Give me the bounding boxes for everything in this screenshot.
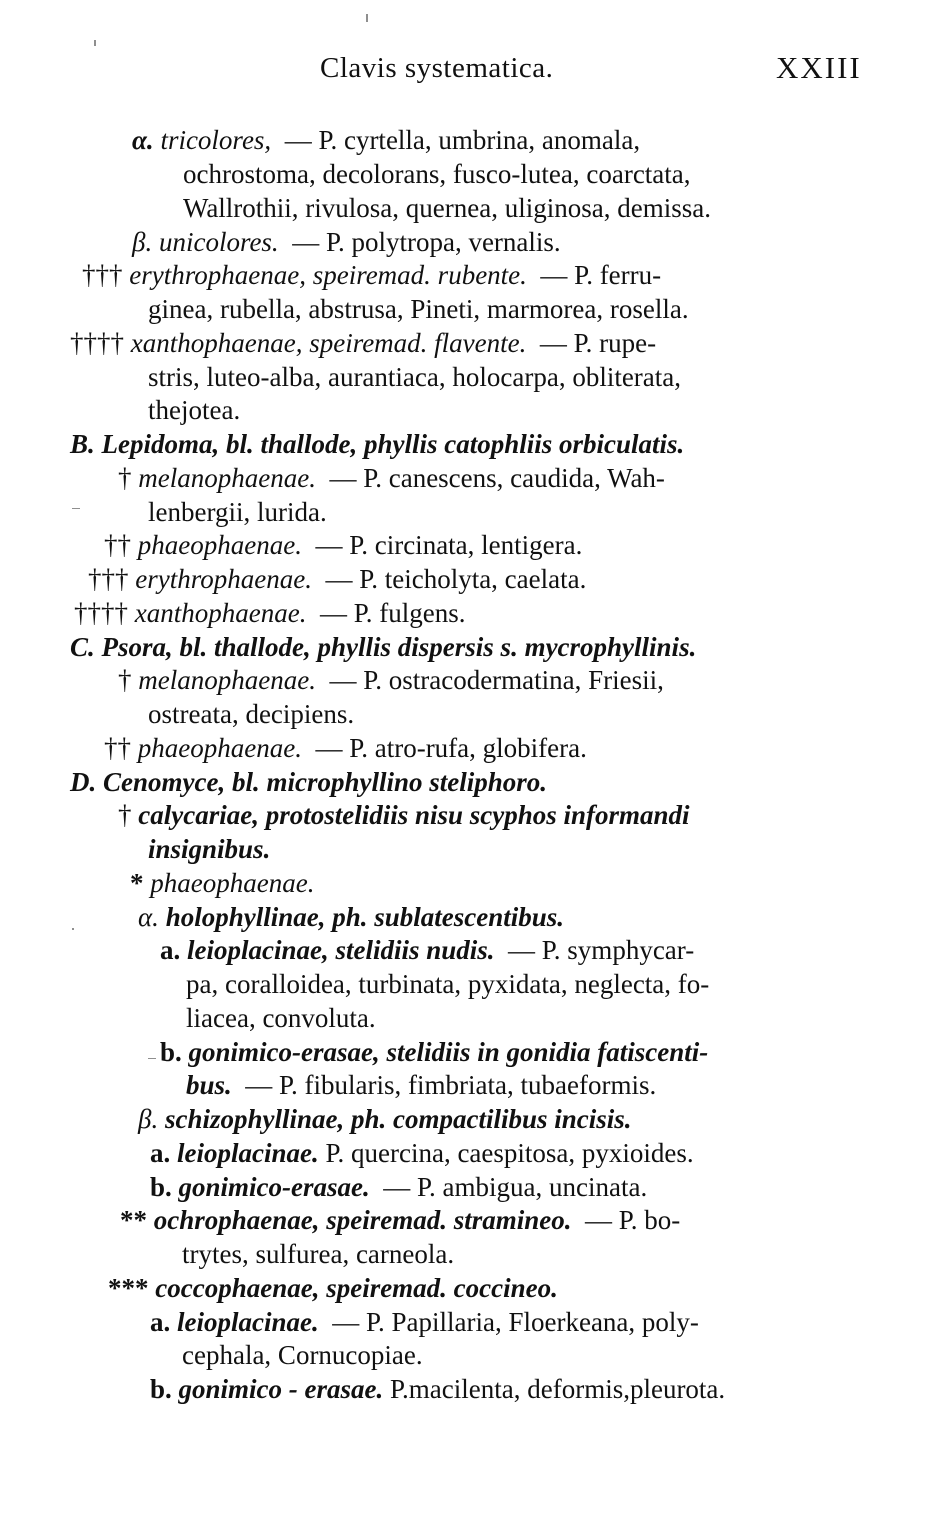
text-line (182, 1338, 423, 1372)
text-line (186, 1068, 656, 1102)
text-line (138, 1102, 632, 1136)
plain-text: trytes, sulfurea, carneola. (182, 1239, 455, 1269)
emphasized-text: gonimico-erasae. (178, 1172, 370, 1202)
emphasized-text: leioplacinae. (177, 1138, 319, 1168)
text-line (150, 1372, 725, 1406)
plain-text: †††† (74, 598, 135, 628)
running-header-title: Clavis systematica. (320, 52, 554, 84)
emphasized-text: Psora, bl. thallode, phyllis dispersis s. mycrophyllinis. (101, 632, 697, 662)
text-line (182, 1237, 454, 1271)
plain-text: — P. fulgens. (306, 598, 466, 628)
emphasized-text: coccophaenae, speiremad. coccineo. (155, 1273, 558, 1303)
text-line (118, 798, 690, 832)
text-line (120, 1203, 680, 1237)
emphasized-text: xanthophaenae. (134, 598, 307, 628)
plain-text: P.macilenta, deformis,pleurota. (383, 1374, 726, 1404)
plain-text: ††† (88, 564, 136, 594)
plain-text: — P. ambigua, uncinata. (369, 1172, 648, 1202)
emphasized-text: b. (150, 1172, 179, 1202)
text-line (148, 495, 327, 529)
plain-text: † (118, 665, 139, 695)
plain-text: lenbergii, lurida. (148, 497, 327, 527)
emphasized-text: * (130, 868, 151, 898)
text-line (88, 562, 586, 596)
emphasized-text: phaeophaenae. (150, 868, 315, 898)
text-line (130, 866, 314, 900)
text-line (183, 157, 691, 191)
emphasized-text: melanophaenae. (138, 665, 316, 695)
text-line (132, 225, 561, 259)
emphasized-text: a. (150, 1307, 177, 1337)
plain-text: — P. teicholyta, caelata. (311, 564, 587, 594)
text-line (160, 1035, 708, 1069)
plain-text: † (118, 463, 139, 493)
emphasized-text: β. (138, 1104, 165, 1134)
emphasized-text: a. (150, 1138, 177, 1168)
text-line (148, 697, 354, 731)
plain-text: ochrostoma, decolorans, fusco-lutea, coarctata, (183, 159, 691, 189)
plain-text: Wallrothii, rivulosa, quernea, uliginosa, demissa. (183, 193, 711, 223)
emphasized-text: D. (70, 767, 103, 797)
text-line (148, 292, 689, 326)
plain-text: †††† (70, 328, 131, 358)
emphasized-text: b. (160, 1037, 189, 1067)
text-line (148, 393, 240, 427)
plain-text: — P. ostracodermatina, Friesii, (315, 665, 664, 695)
emphasized-text: melanophaenae. (138, 463, 316, 493)
text-line (118, 461, 665, 495)
emphasized-text: Lepidoma, bl. thallode, phyllis catophliis orbiculatis. (101, 429, 685, 459)
emphasized-text: tricolores, (160, 125, 272, 155)
emphasized-text: a. (160, 935, 187, 965)
text-line (150, 1136, 694, 1170)
text-line (132, 123, 640, 157)
text-line (150, 1305, 699, 1339)
print-speck (72, 508, 80, 509)
plain-text: †† (104, 733, 138, 763)
plain-text: ginea, rubella, abstrusa, Pineti, marmorea, rosella. (148, 294, 689, 324)
plain-text: ostreata, decipiens. (148, 699, 355, 729)
print-speck (94, 40, 96, 46)
text-line (82, 258, 661, 292)
emphasized-text: phaeophaenae. (137, 733, 302, 763)
emphasized-text: b. (150, 1374, 179, 1404)
plain-text: — P. canescens, caudida, Wah- (315, 463, 665, 493)
plain-text: pa, coralloidea, turbinata, pyxidata, neglecta, fo- (186, 969, 710, 999)
plain-text: P. quercina, caespitosa, pyxioides. (318, 1138, 694, 1168)
print-speck (72, 928, 74, 930)
text-line (160, 933, 694, 967)
print-speck (366, 14, 368, 22)
text-line (74, 596, 465, 630)
emphasized-text: calycariae, protostelidiis nisu scyphos informandi (138, 800, 690, 830)
text-line (138, 900, 564, 934)
text-line (150, 1170, 647, 1204)
text-line (108, 1271, 558, 1305)
emphasized-text: Cenomyce, bl. microphyllino steliphoro. (103, 767, 547, 797)
emphasized-text: C. (70, 632, 102, 662)
emphasized-text: phaeophaenae. (137, 530, 302, 560)
plain-text: — P. atro-rufa, globifera. (301, 733, 587, 763)
emphasized-text: insignibus. (148, 834, 271, 864)
emphasized-text: leioplacinae, stelidiis nudis. (187, 935, 495, 965)
plain-text: liacea, convoluta. (186, 1003, 376, 1033)
text-line (186, 1001, 376, 1035)
text-line (104, 731, 587, 765)
emphasized-text: leioplacinae. (177, 1307, 319, 1337)
emphasized-text: β. (132, 227, 159, 257)
page-number: XXIII (776, 50, 862, 85)
plain-text: — P. symphycar- (494, 935, 695, 965)
emphasized-text: B. (70, 429, 102, 459)
plain-text: — P. circinata, lentigera. (301, 530, 583, 560)
emphasized-text: unicolores. (158, 227, 279, 257)
plain-text: — P. rupe- (526, 328, 657, 358)
text-line (118, 663, 664, 697)
emphasized-text: gonimico-erasae, stelidiis in gonidia fatiscenti- (188, 1037, 709, 1067)
text-line (186, 967, 709, 1001)
plain-text: stris, luteo-alba, aurantiaca, holocarpa, obliterata, (148, 362, 682, 392)
plain-text: — P. cyrtella, umbrina, anomala, (271, 125, 641, 155)
emphasized-text: ** (120, 1205, 154, 1235)
emphasized-text: bus. (186, 1070, 232, 1100)
text-line (104, 528, 582, 562)
emphasized-text: gonimico - erasae. (178, 1374, 384, 1404)
text-line (70, 765, 547, 799)
emphasized-text: ochrophaenae, speiremad. stramineo. (153, 1205, 572, 1235)
emphasized-text: erythrophaenae. (135, 564, 312, 594)
emphasized-text: erythrophaenae, speiremad. rubente. (129, 260, 527, 290)
text-line (148, 360, 681, 394)
text-line (70, 630, 696, 664)
plain-text: cephala, Cornucopiae. (182, 1340, 423, 1370)
plain-text: — P. Papillaria, Floerkeana, poly- (318, 1307, 699, 1337)
emphasized-text: *** (108, 1273, 156, 1303)
emphasized-text: holophyllinae, ph. sublatescentibus. (165, 902, 565, 932)
emphasized-text: α. (138, 902, 166, 932)
print-speck (148, 1058, 156, 1059)
emphasized-text: α. (132, 125, 161, 155)
text-line (70, 427, 684, 461)
plain-text: thejotea. (148, 395, 241, 425)
plain-text: †† (104, 530, 138, 560)
text-line (183, 191, 711, 225)
plain-text: † (118, 800, 139, 830)
plain-text: — P. polytropa, vernalis. (278, 227, 561, 257)
emphasized-text: schizophyllinae, ph. compactilibus incisis. (164, 1104, 632, 1134)
plain-text: ††† (82, 260, 130, 290)
plain-text: — P. fibularis, fimbriata, tubaeformis. (231, 1070, 657, 1100)
emphasized-text: xanthophaenae, speiremad. flavente. (130, 328, 527, 358)
plain-text: — P. bo- (571, 1205, 681, 1235)
text-line (148, 832, 270, 866)
text-line (70, 326, 656, 360)
plain-text: — P. ferru- (526, 260, 662, 290)
